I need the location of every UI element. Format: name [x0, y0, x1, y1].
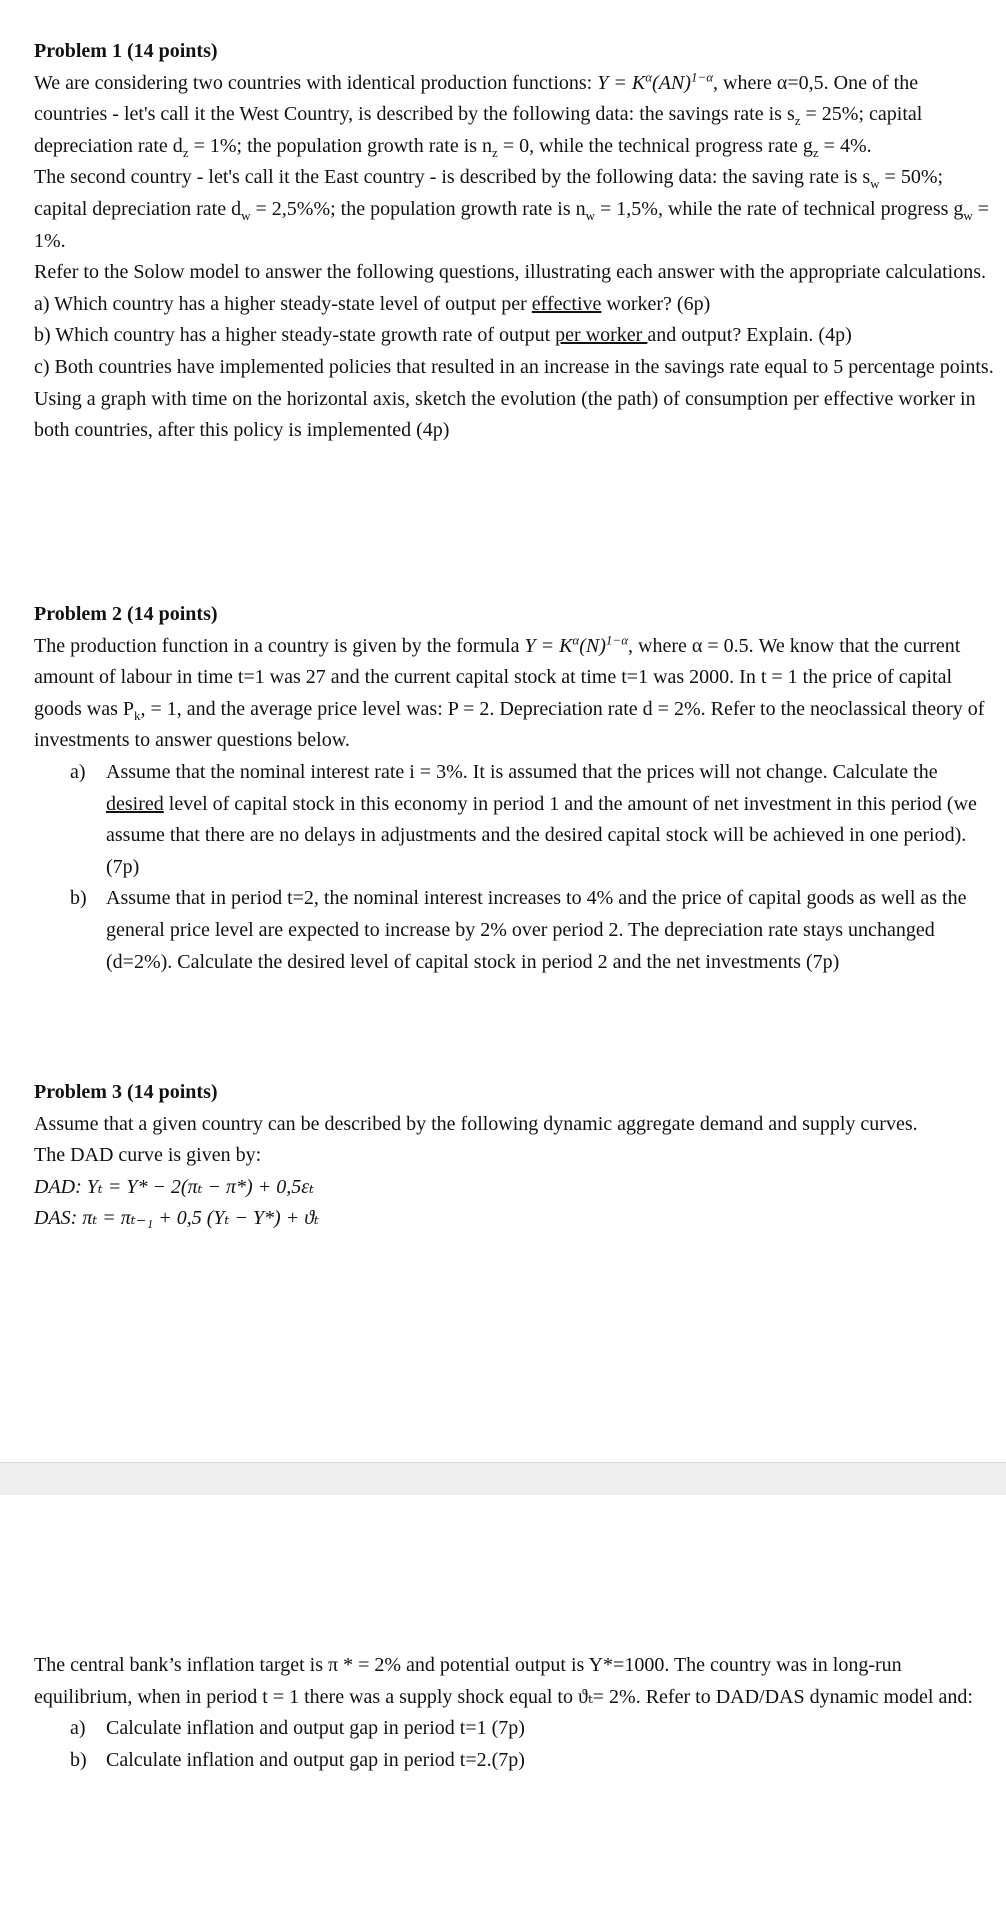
problem-3-dad-heading: The DAD curve is given by: — [34, 1144, 262, 1167]
problem-2-question-b: b) Assume that in period t=2, the nominal interest increases to 4% and the price of capital goods as well as the general price level are expected to increase by 2% over period 2. The depreciation rate stays unchanged (d=2%). Calculate the desired level of capital stock in period 2 and the net investments (7p) — [70, 887, 967, 973]
problem-1 — [34, 36, 994, 447]
problem-1-question-a: a) Which country has a higher steady-state level of output per effective worker? (6p) — [34, 292, 711, 315]
page-2 — [0, 1495, 1006, 1920]
problem-3-question-b: b) Calculate inflation and output gap in period t=2.(7p) — [70, 1748, 525, 1771]
problem-3-question-a: a) Calculate inflation and output gap in period t=1 (7p) — [70, 1717, 525, 1740]
problem-3-dad-equation: DAD: Yₜ = Y* − 2(πₜ − π*) + 0,5εₜ — [34, 1175, 315, 1198]
problem-1-refer: Refer to the Solow model to answer the following questions, illustrating each answer with the appropriate calculations. — [34, 261, 986, 284]
page-separator — [0, 1462, 1006, 1497]
problem-1-intro: We are considering two countries with identical production functions: $Y = K^\alpha(AN)^{1-\alpha}$, where α=0,5. One of the countries - let's call it the West Country, is described by the following data: the savings rate is $s_z = 25\%$; capital depreciation rate $d_z = 1\%$; the population growth rate is $n_z = 0$, while the technical progress rate $g_z = 4\%$. — [34, 68, 923, 160]
problem-2-question-a: a) Assume that the nominal interest rate i = 3%. It is assumed that the prices will not change. Calculate the desired level of capital stock in this economy in period 1 and the amount of net investment in this period (we assume that there are no delays in adjustments and the desired capital stock will be achieved in one period). (7p) — [70, 760, 977, 878]
problem-3-conditions: The central bank’s inflation target is π * = 2% and potential output is Y*=1000. The country was in long-run equilibrium, when in period t = 1 there was a supply shock equal to ϑₜ= 2%. Refer to DAD/DAS dynamic model and: — [34, 1654, 973, 1708]
problem-3-das-equation: DAS: πₜ = πₜ₋₁ + 0,5 (Yₜ − Y*) + ϑₜ — [34, 1207, 319, 1230]
problem-3-title: Problem 3 (14 points) — [34, 1081, 218, 1103]
problem-2-title: Problem 2 (14 points) — [34, 603, 218, 625]
problem-3 — [34, 1077, 994, 1235]
problem-1-question-c: c) Both countries have implemented policies that resulted in an increase in the savings rate equal to 5 percentage points. Using a graph with time on the horizontal axis, sketch the evolution (the path) of consumption per effective worker in both countries, after this policy is implemented (4p) — [34, 355, 994, 442]
problem-1-question-b: b) Which country has a higher steady-state growth rate of output per worker and output? Explain. (4p) — [34, 324, 852, 347]
problem-2 — [34, 599, 994, 978]
problem-1-east: The second country - let's call it the East country - is described by the following data: the saving rate is $s_w = 50\%$; capital depreciation rate $d_w = 2,5\%\%$; the population growth rate is $n_w = 1,5\%$, while the rate of technical progress $g_w = 1\%$. — [34, 166, 990, 252]
problem-1-title: Problem 1 (14 points) — [34, 40, 218, 62]
problem-2-intro: The production function in a country is given by the formula $Y = K^\alpha(N)^{1-\alpha}$, where α = 0.5. We know that the current amount of labour in time t=1 was 27 and the current capital stock at time t=1 was 2000. In t = 1 the price of capital goods was $P_k$, = 1, and the average price level was: P = 2. Depreciation rate d = 2%. Refer to the neoclassical theory of investments to answer questions below. — [34, 631, 985, 752]
problem-3-intro: Assume that a given country can be described by the following dynamic aggregate demand and supply curves. — [34, 1112, 918, 1135]
problem-3-continued — [34, 1650, 994, 1776]
